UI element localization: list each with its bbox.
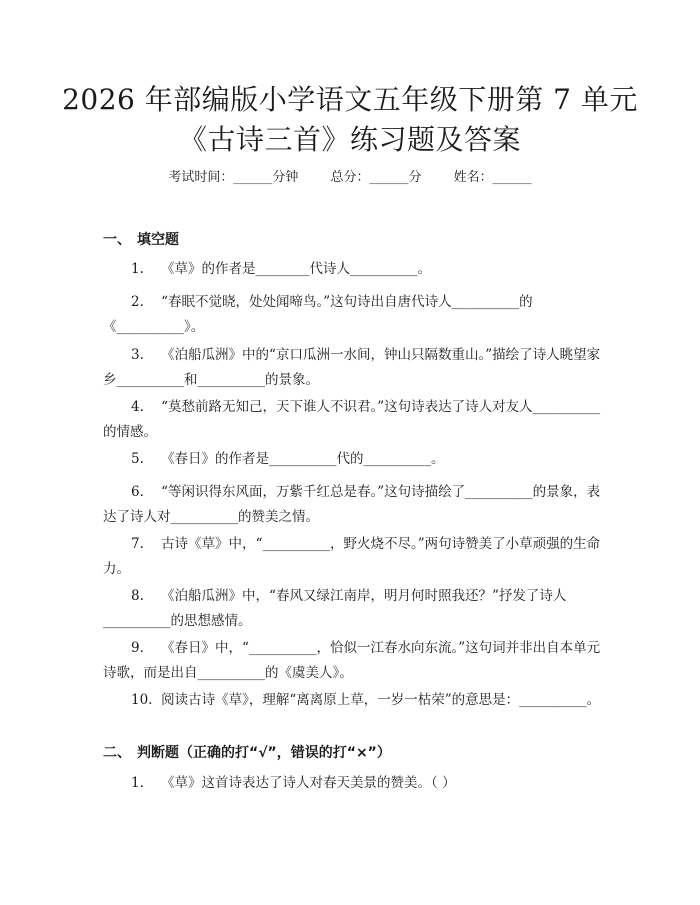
question-text: 阅读古诗《草》，理解“离离原上草，一岁一枯荣”的意思是：__________。	[161, 692, 601, 708]
question-item	[103, 290, 601, 340]
question-text: 《草》的作者是________代诗人__________。	[161, 261, 432, 277]
question-item	[103, 584, 601, 634]
document-title-line-2: 《古诗三首》练习题及答案	[178, 123, 521, 156]
question-number: 8.	[131, 588, 144, 604]
exam-info	[0, 168, 700, 188]
question-text: “等闲识得东风面，万紫千红总是春。”这句诗描绘了__________的景象，表达了诗人对__________的赞美之情。	[103, 484, 601, 525]
question-number: 2.	[131, 294, 144, 310]
exam-time: 考试时间：______分钟	[168, 170, 299, 185]
question-number: 3.	[131, 347, 144, 363]
question-number: 1.	[131, 775, 144, 791]
question-number: 10.	[131, 692, 153, 708]
question-item	[103, 395, 601, 445]
question-number: 6.	[131, 484, 144, 500]
exam-name: 姓名：______	[453, 170, 532, 185]
question-text: 《草》这首诗表达了诗人对春天美景的赞美。（ ）	[161, 775, 456, 791]
question-number: 9.	[131, 640, 144, 656]
section-number: 二、	[103, 745, 131, 761]
question-text: 《春日》中，“__________，恰似一江春水向东流。”这句词并非出自本单元诗歌，而是出自__________的《虞美人》。	[103, 640, 601, 681]
question-number: 7.	[131, 536, 144, 552]
question-text: 古诗《草》中，“__________，野火烧不尽。”两句诗赞美了小草顽强的生命力。	[103, 536, 601, 577]
document-title-line-1: 2026 年部编版小学语文五年级下册第 7 单元	[62, 83, 638, 116]
question-text: “莫愁前路无知己，天下谁人不识君。”这句诗表达了诗人对友人__________的情感。	[103, 399, 601, 440]
question-item	[103, 771, 601, 796]
question-number: 5.	[131, 451, 144, 467]
question-text: 《春日》的作者是__________代的__________。	[161, 451, 445, 467]
section-number: 一、	[103, 232, 131, 248]
section-title-true-false	[103, 743, 391, 763]
question-text: “春眠不觉晓，处处闻啼鸟。”这句诗出自唐代诗人__________的《__________》。	[103, 294, 533, 335]
question-item	[103, 447, 601, 472]
question-number: 4.	[131, 399, 144, 415]
section-label: 判断题（正确的打“√”，错误的打“×”）	[137, 745, 391, 761]
question-item	[103, 257, 601, 282]
question-item	[103, 480, 601, 530]
question-item	[103, 532, 601, 582]
question-item	[103, 343, 601, 393]
question-text: 《泊船瓜洲》中的“京口瓜洲一水间，钟山只隔数重山。”描绘了诗人眺望家乡__________和__________的景象。	[103, 347, 601, 388]
exam-score: 总分：______分	[330, 170, 422, 185]
question-text: 《泊船瓜洲》中，“春风又绿江南岸，明月何时照我还？”抒发了诗人__________的思想感情。	[103, 588, 567, 629]
section-label: 填空题	[137, 232, 179, 248]
question-item	[103, 688, 601, 713]
section-title-fill-blank	[103, 230, 179, 250]
question-item	[103, 636, 601, 686]
question-number: 1.	[131, 261, 144, 277]
